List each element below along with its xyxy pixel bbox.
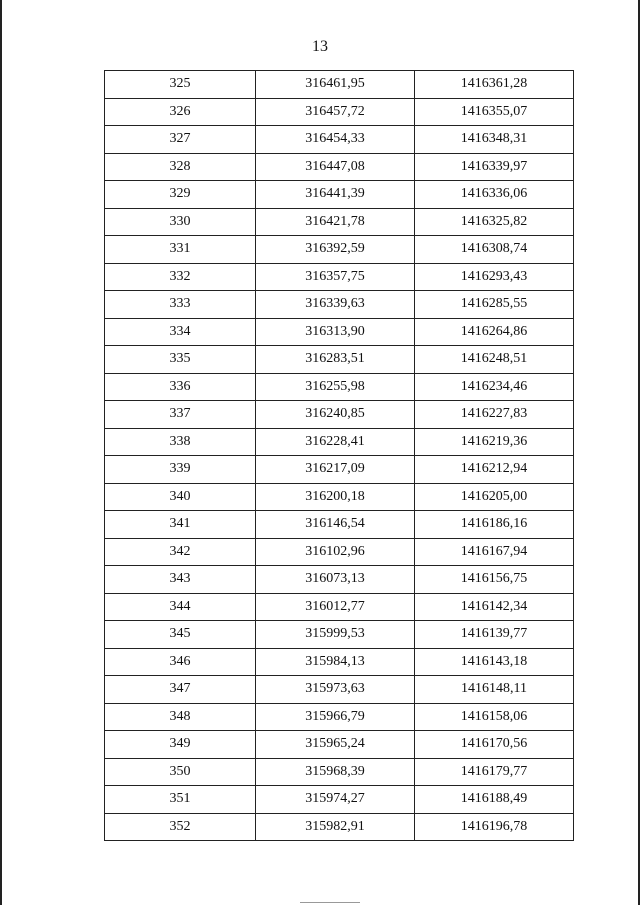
- y-coordinate-cell: 1416186,16: [415, 511, 574, 539]
- table-row: [105, 291, 574, 319]
- coordinates-table-body: [105, 71, 574, 841]
- y-coordinate-cell: 1416179,77: [415, 758, 574, 786]
- point-number-cell: 348: [105, 703, 256, 731]
- x-coordinate-cell: 315999,53: [256, 621, 415, 649]
- x-coordinate-cell: 316357,75: [256, 263, 415, 291]
- x-coordinate-cell: 316200,18: [256, 483, 415, 511]
- y-coordinate-cell: 1416148,11: [415, 676, 574, 704]
- bottom-scan-mark: [300, 902, 360, 903]
- point-number-cell: 352: [105, 813, 256, 841]
- x-coordinate-cell: 316454,33: [256, 126, 415, 154]
- x-coordinate-cell: 316313,90: [256, 318, 415, 346]
- table-row: [105, 263, 574, 291]
- y-coordinate-cell: 1416212,94: [415, 456, 574, 484]
- y-coordinate-cell: 1416143,18: [415, 648, 574, 676]
- table-row: [105, 236, 574, 264]
- point-number-cell: 341: [105, 511, 256, 539]
- x-coordinate-cell: 316228,41: [256, 428, 415, 456]
- y-coordinate-cell: 1416355,07: [415, 98, 574, 126]
- y-coordinate-cell: 1416227,83: [415, 401, 574, 429]
- page-number: 13: [312, 38, 328, 55]
- y-coordinate-cell: 1416308,74: [415, 236, 574, 264]
- point-number-cell: 347: [105, 676, 256, 704]
- table-row: [105, 621, 574, 649]
- table-row: [105, 208, 574, 236]
- table-row: [105, 758, 574, 786]
- x-coordinate-cell: 316012,77: [256, 593, 415, 621]
- y-coordinate-cell: 1416348,31: [415, 126, 574, 154]
- table-row: [105, 676, 574, 704]
- table-row: [105, 456, 574, 484]
- y-coordinate-cell: 1416293,43: [415, 263, 574, 291]
- table-row: [105, 731, 574, 759]
- point-number-cell: 328: [105, 153, 256, 181]
- y-coordinate-cell: 1416158,06: [415, 703, 574, 731]
- point-number-cell: 344: [105, 593, 256, 621]
- point-number-cell: 338: [105, 428, 256, 456]
- table-row: [105, 401, 574, 429]
- x-coordinate-cell: 316441,39: [256, 181, 415, 209]
- x-coordinate-cell: 316447,08: [256, 153, 415, 181]
- x-coordinate-cell: 316146,54: [256, 511, 415, 539]
- x-coordinate-cell: 316073,13: [256, 566, 415, 594]
- x-coordinate-cell: 316339,63: [256, 291, 415, 319]
- table-row: [105, 566, 574, 594]
- point-number-cell: 339: [105, 456, 256, 484]
- point-number-cell: 342: [105, 538, 256, 566]
- point-number-cell: 326: [105, 98, 256, 126]
- x-coordinate-cell: 315966,79: [256, 703, 415, 731]
- table-row: [105, 373, 574, 401]
- point-number-cell: 336: [105, 373, 256, 401]
- point-number-cell: 351: [105, 786, 256, 814]
- table-row: [105, 126, 574, 154]
- table-row: [105, 153, 574, 181]
- x-coordinate-cell: 315968,39: [256, 758, 415, 786]
- point-number-cell: 350: [105, 758, 256, 786]
- point-number-cell: 349: [105, 731, 256, 759]
- x-coordinate-cell: 315965,24: [256, 731, 415, 759]
- y-coordinate-cell: 1416196,78: [415, 813, 574, 841]
- x-coordinate-cell: 316461,95: [256, 71, 415, 99]
- table-row: [105, 483, 574, 511]
- table-row: [105, 703, 574, 731]
- y-coordinate-cell: 1416361,28: [415, 71, 574, 99]
- y-coordinate-cell: 1416219,36: [415, 428, 574, 456]
- x-coordinate-cell: 316217,09: [256, 456, 415, 484]
- y-coordinate-cell: 1416234,46: [415, 373, 574, 401]
- y-coordinate-cell: 1416339,97: [415, 153, 574, 181]
- y-coordinate-cell: 1416167,94: [415, 538, 574, 566]
- x-coordinate-cell: 316392,59: [256, 236, 415, 264]
- y-coordinate-cell: 1416248,51: [415, 346, 574, 374]
- table-row: [105, 648, 574, 676]
- table-row: [105, 71, 574, 99]
- table-row: [105, 511, 574, 539]
- y-coordinate-cell: 1416325,82: [415, 208, 574, 236]
- table-row: [105, 813, 574, 841]
- page-edge-left: [0, 0, 2, 905]
- x-coordinate-cell: 316421,78: [256, 208, 415, 236]
- table-row: [105, 181, 574, 209]
- point-number-cell: 337: [105, 401, 256, 429]
- point-number-cell: 331: [105, 236, 256, 264]
- point-number-cell: 333: [105, 291, 256, 319]
- point-number-cell: 329: [105, 181, 256, 209]
- x-coordinate-cell: 316255,98: [256, 373, 415, 401]
- x-coordinate-cell: 315974,27: [256, 786, 415, 814]
- x-coordinate-cell: 316283,51: [256, 346, 415, 374]
- x-coordinate-cell: 315982,91: [256, 813, 415, 841]
- table-row: [105, 346, 574, 374]
- table-row: [105, 428, 574, 456]
- y-coordinate-cell: 1416264,86: [415, 318, 574, 346]
- point-number-cell: 332: [105, 263, 256, 291]
- x-coordinate-cell: 316102,96: [256, 538, 415, 566]
- y-coordinate-cell: 1416205,00: [415, 483, 574, 511]
- table-row: [105, 593, 574, 621]
- point-number-cell: 345: [105, 621, 256, 649]
- point-number-cell: 325: [105, 71, 256, 99]
- x-coordinate-cell: 315973,63: [256, 676, 415, 704]
- x-coordinate-cell: 315984,13: [256, 648, 415, 676]
- y-coordinate-cell: 1416336,06: [415, 181, 574, 209]
- point-number-cell: 327: [105, 126, 256, 154]
- table-row: [105, 538, 574, 566]
- y-coordinate-cell: 1416170,56: [415, 731, 574, 759]
- point-number-cell: 343: [105, 566, 256, 594]
- y-coordinate-cell: 1416139,77: [415, 621, 574, 649]
- point-number-cell: 330: [105, 208, 256, 236]
- y-coordinate-cell: 1416142,34: [415, 593, 574, 621]
- point-number-cell: 340: [105, 483, 256, 511]
- x-coordinate-cell: 316457,72: [256, 98, 415, 126]
- table-row: [105, 318, 574, 346]
- point-number-cell: 334: [105, 318, 256, 346]
- y-coordinate-cell: 1416188,49: [415, 786, 574, 814]
- point-number-cell: 335: [105, 346, 256, 374]
- table-row: [105, 98, 574, 126]
- coordinates-table: [104, 70, 574, 841]
- point-number-cell: 346: [105, 648, 256, 676]
- x-coordinate-cell: 316240,85: [256, 401, 415, 429]
- y-coordinate-cell: 1416285,55: [415, 291, 574, 319]
- table-row: [105, 786, 574, 814]
- y-coordinate-cell: 1416156,75: [415, 566, 574, 594]
